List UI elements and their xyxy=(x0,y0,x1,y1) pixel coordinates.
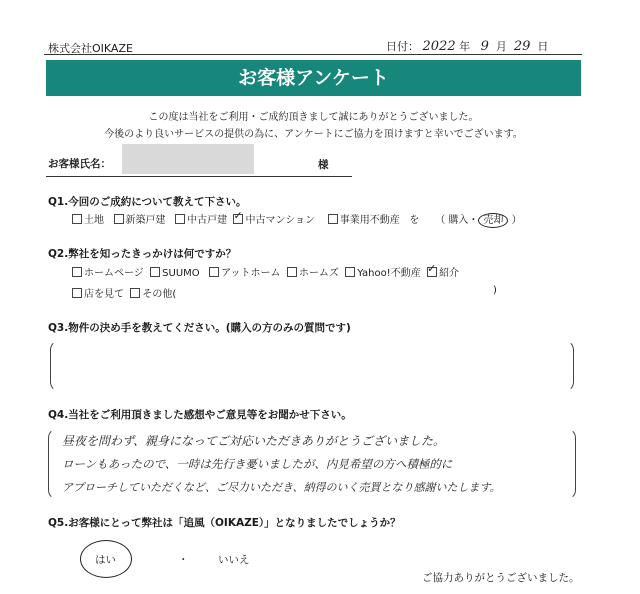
q4-answer-line-3: アプローチしていただくなど、ご尽力いただき、納得のいく売買となり感謝いたします。 xyxy=(62,481,501,494)
intro-line-1: この度は当社をご利用・ご成約頂きまして誠にありがとうございました。 xyxy=(148,112,479,123)
q1-paren-close: ） xyxy=(511,215,522,226)
q1-option-used-house[interactable]: 中古戸建 xyxy=(175,215,227,226)
q2-option-other[interactable]: その他( xyxy=(130,289,176,300)
q1-choice-buy[interactable]: 購入 xyxy=(448,215,469,226)
q3-question: Q3.物件の決め手を教えてください。(購入の方のみの質問です) xyxy=(48,322,351,334)
footer-thanks: ご協力ありがとうございました。 xyxy=(422,572,580,584)
checkbox-icon xyxy=(150,267,160,277)
company-name: 株式会社OIKAZE xyxy=(48,42,133,55)
date-field xyxy=(386,38,548,54)
check-mark-icon: ✓ xyxy=(427,262,437,275)
customer-name-label: お客様氏名： xyxy=(48,158,111,170)
q2-option-homepage[interactable]: ホームページ xyxy=(72,268,144,279)
checkbox-icon xyxy=(175,214,185,224)
check-mark-icon: ✓ xyxy=(233,209,243,222)
q4-question: Q4.当社をご利用頂きました感想やご意見等をお聞かせ下さい。 xyxy=(48,409,352,421)
q1-paren-open: （ xyxy=(435,215,446,226)
checkbox-icon xyxy=(328,214,338,224)
header-divider xyxy=(44,54,582,55)
q1-option-used-mansion[interactable]: ✓ 中古マンション xyxy=(233,209,316,226)
checkbox-icon xyxy=(287,267,297,277)
q1-option-business[interactable]: 事業用不動産 xyxy=(328,215,400,226)
checkbox-icon xyxy=(72,288,82,298)
q2-question: Q2.弊社を知ったきっかけは何ですか？ xyxy=(48,248,237,260)
q2-option-suumo[interactable]: SUUMO xyxy=(150,268,200,279)
intro-line-2: 今後のより良いサービスの提供の為に、アンケートにご協力を頂けますと幸いでございます。 xyxy=(104,129,523,140)
name-underline xyxy=(46,176,352,177)
q5-yes[interactable]: はい xyxy=(95,554,116,566)
q1-wo: を xyxy=(409,215,420,226)
q2-option-referral[interactable]: ✓ 紹介 xyxy=(427,262,460,279)
checkbox-icon xyxy=(72,214,82,224)
q2-options-row2 xyxy=(72,285,176,300)
checkbox-icon xyxy=(130,288,140,298)
date-day-unit: 日 xyxy=(537,40,549,53)
q1-question: Q1.今回のご成約について教えて下さい。 xyxy=(48,196,247,208)
redacted-name xyxy=(122,144,254,174)
q2-option-store[interactable]: 店を見て xyxy=(72,289,124,300)
date-month: 9 xyxy=(480,39,489,54)
q5-dot: ・ xyxy=(178,554,189,566)
date-year-unit: 年 xyxy=(459,40,471,53)
checkbox-icon xyxy=(345,267,355,277)
checkbox-icon xyxy=(233,209,243,224)
q1-option-land[interactable]: 土地 xyxy=(72,215,104,226)
q1-option-new-house[interactable]: 新築戸建 xyxy=(114,215,166,226)
checkbox-icon xyxy=(114,214,124,224)
q2-options-row1 xyxy=(72,264,459,279)
name-suffix: 様 xyxy=(318,159,329,171)
q1-choice-sep: ・ xyxy=(468,215,479,226)
q2-option-homes[interactable]: ホームズ xyxy=(287,268,339,279)
checkbox-icon xyxy=(72,267,82,277)
date-month-unit: 月 xyxy=(495,40,507,53)
date-year: 2022 xyxy=(422,39,456,54)
q4-answer-line-2: ローンもあったので、一時は先行き憂いましたが、内見希望の方へ積極的に xyxy=(62,457,453,471)
q1-options xyxy=(72,211,522,226)
q1-choice-sell[interactable]: 売却 xyxy=(478,213,508,228)
q2-option-athome[interactable]: アットホーム xyxy=(209,268,280,279)
q2-other-close: ) xyxy=(493,285,497,296)
q2-option-yahoo[interactable]: Yahoo!不動産 xyxy=(345,268,420,279)
q4-answer-line-1: 昼夜を問わず、親身になってご対応いただきありがとうございました。 xyxy=(62,434,446,448)
checkbox-icon xyxy=(209,267,219,277)
q5-no[interactable]: いいえ xyxy=(218,554,250,566)
q5-question: Q5.お客様にとって弊社は「追風（OIKAZE）」となりましたでしょうか？ xyxy=(48,517,401,529)
survey-title: お客様アンケート xyxy=(46,60,581,96)
date-label: 日付： xyxy=(386,40,419,53)
q3-answer-box[interactable] xyxy=(50,340,574,392)
date-day: 29 xyxy=(513,39,531,54)
checkbox-icon xyxy=(427,262,437,277)
